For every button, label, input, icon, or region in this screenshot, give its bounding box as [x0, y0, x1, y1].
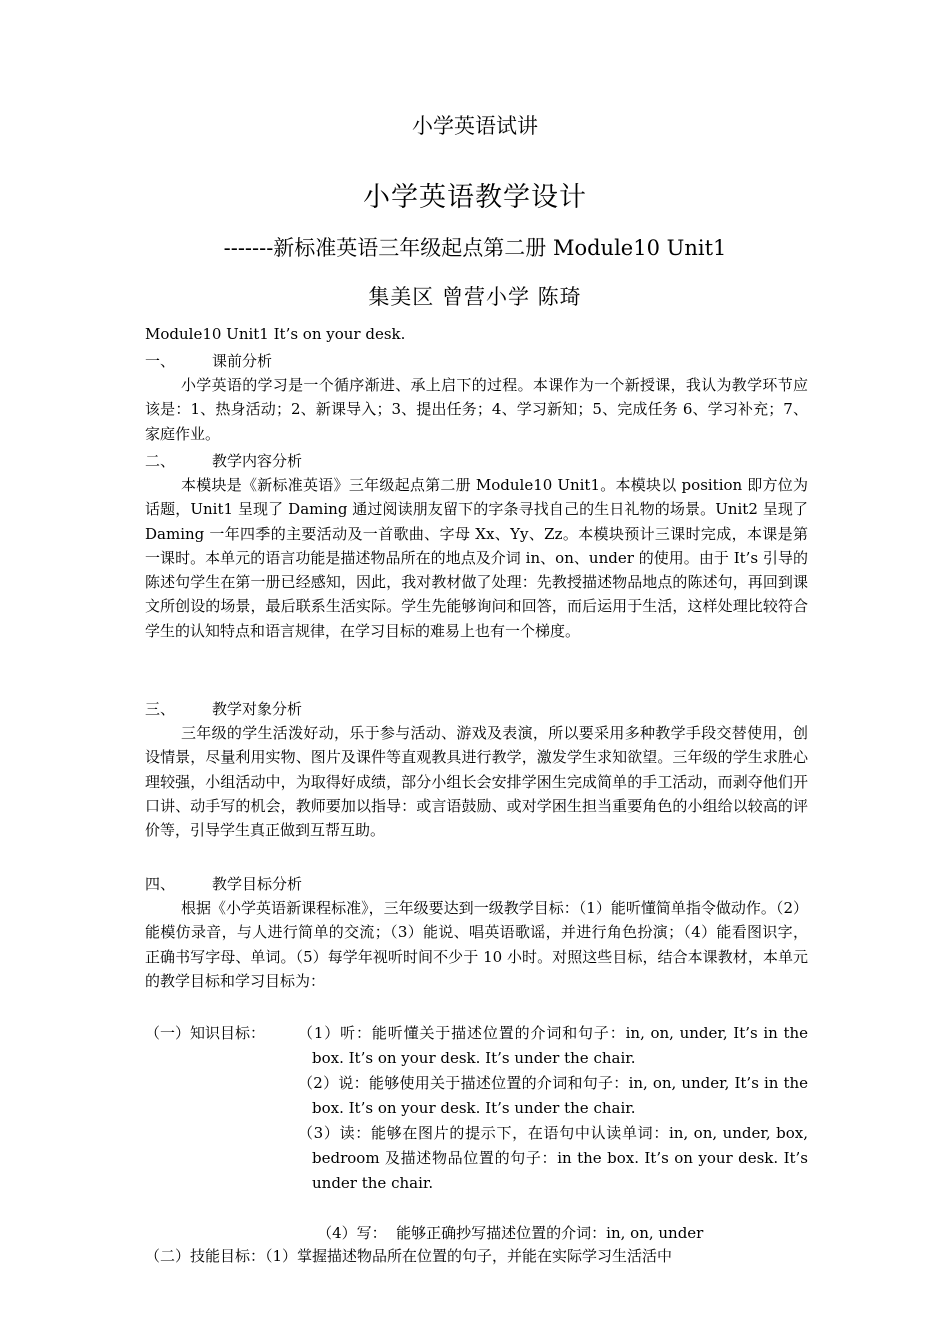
goal-text: 能够正确抄写描述位置的介词：in, on, under	[386, 1224, 704, 1242]
paragraph: 根据《小学英语新课程标准》，三年级要达到一级教学目标：（1）能听懂简单指令做动作。（2）能模仿录音，与人进行简单的交流；（3）能说、唱英语歌谣，并进行角色扮演；（4）能看图识字，正确书写字母、单词。（5）每学年视听时间不少于 10 小时。对照这些目标，结合本课教材，本单元的教学目标和学习目标为：	[145, 899, 808, 990]
paragraph: 小学英语的学习是一个循序渐进、承上启下的过程。本课作为一个新授课，我认为教学环节应该是：1、热身活动；2、新课导入；3、提出任务；4、学习新知；5、完成任务 6、学习补充；7、家庭作业。	[145, 376, 808, 443]
goal-text: 能听懂关于描述位置的介词和句子：in, on, under, It’s in the box. It’s on your desk. It’s under the chair.	[312, 1024, 809, 1067]
author-line: 集美区 曾营小学 陈琦	[368, 285, 582, 309]
goal-text: 能够在图片的提示下，在语句中认读单词：in, on, under, box, bedroom 及描述物品位置的句子：in the box. It’s on your desk. It’s under the chair.	[312, 1124, 809, 1192]
goal-item	[298, 1071, 808, 1121]
skill-goals-text: （1）掌握描述物品所在位置的句子，并能在实际学习生活活中	[265, 1247, 673, 1265]
goal-item	[298, 1121, 808, 1196]
lesson-title: Module10 Unit1 It’s on your desk.	[145, 325, 406, 343]
goal-prefix: （2）说：	[298, 1074, 369, 1092]
section-title: 教学内容分析	[212, 452, 303, 470]
section-title: 课前分析	[212, 352, 273, 370]
section-number: 四、	[145, 875, 176, 893]
section-body	[145, 373, 808, 446]
section-title: 教学对象分析	[212, 700, 303, 718]
section-number: 二、	[145, 452, 176, 470]
goal-prefix: （1）听：	[298, 1024, 372, 1042]
knowledge-goals-label: （一）知识目标：	[145, 1024, 266, 1042]
section-body	[145, 721, 808, 842]
document-title: 小学英语试讲	[412, 114, 538, 138]
goal-prefix: （4）写：	[317, 1224, 387, 1242]
section-title: 教学目标分析	[212, 875, 303, 893]
section-number: 一、	[145, 352, 176, 370]
section-heading	[145, 698, 302, 719]
goal-prefix: （3）读：	[298, 1124, 371, 1142]
section-body	[145, 473, 808, 643]
section-heading	[145, 350, 272, 371]
skill-goals-label: （二）技能目标：	[145, 1247, 266, 1265]
goal-item	[298, 1021, 808, 1071]
goal-text: 能够使用关于描述位置的介词和句子：in, on, under, It’s in the box. It’s on your desk. It’s under the chair.	[312, 1074, 809, 1117]
document-subtitle: 小学英语教学设计	[363, 182, 587, 213]
skill-goals	[145, 1244, 815, 1269]
course-line: -------新标准英语三年级起点第二册 Module10 Unit1	[223, 236, 727, 260]
section-body	[145, 896, 808, 993]
section-heading	[145, 873, 302, 894]
section-heading	[145, 450, 302, 471]
section-number: 三、	[145, 700, 176, 718]
paragraph: 三年级的学生活泼好动，乐于参与活动、游戏及表演，所以要采用多种教学手段交替使用，创设情景，尽量利用实物、图片及课件等直观教具进行教学，激发学生求知欲望。三年级的学生求胜心理较强，小组活动中，为取得好成绩，部分小组长会安排学困生完成简单的手工活动，而剥夺他们开口讲、动手写的机会，教师要加以指导：或言语鼓励、或对学困生担当重要角色的小组给以较高的评价等，引导学生真正做到互帮互助。	[145, 724, 808, 840]
paragraph: 本模块是《新标准英语》三年级起点第二册 Module10 Unit1。本模块以 position 即方位为话题，Unit1 呈现了 Daming 通过阅读朋友留下的字条寻找自己的生日礼物的场景。Unit2 呈现了 Daming 一年四季的主要活动及一首歌曲、字母 Xx、Yy、Zz。本模块预计三课时完成，本课是第一课时。本单元的语言功能是描述物品所在的地点及介词 in、on、under 的使用。由于 It’s 引导的陈述句学生在第一册已经感知，因此，我对教材做了处理：先教授描述物品地点的陈述句，再回到课文所创设的场景，最后联系生活实际。学生先能够询问和回答，而后运用于生活，这样处理比较符合学生的认知特点和语言规律，在学习目标的难易上也有一个梯度。	[145, 476, 808, 640]
